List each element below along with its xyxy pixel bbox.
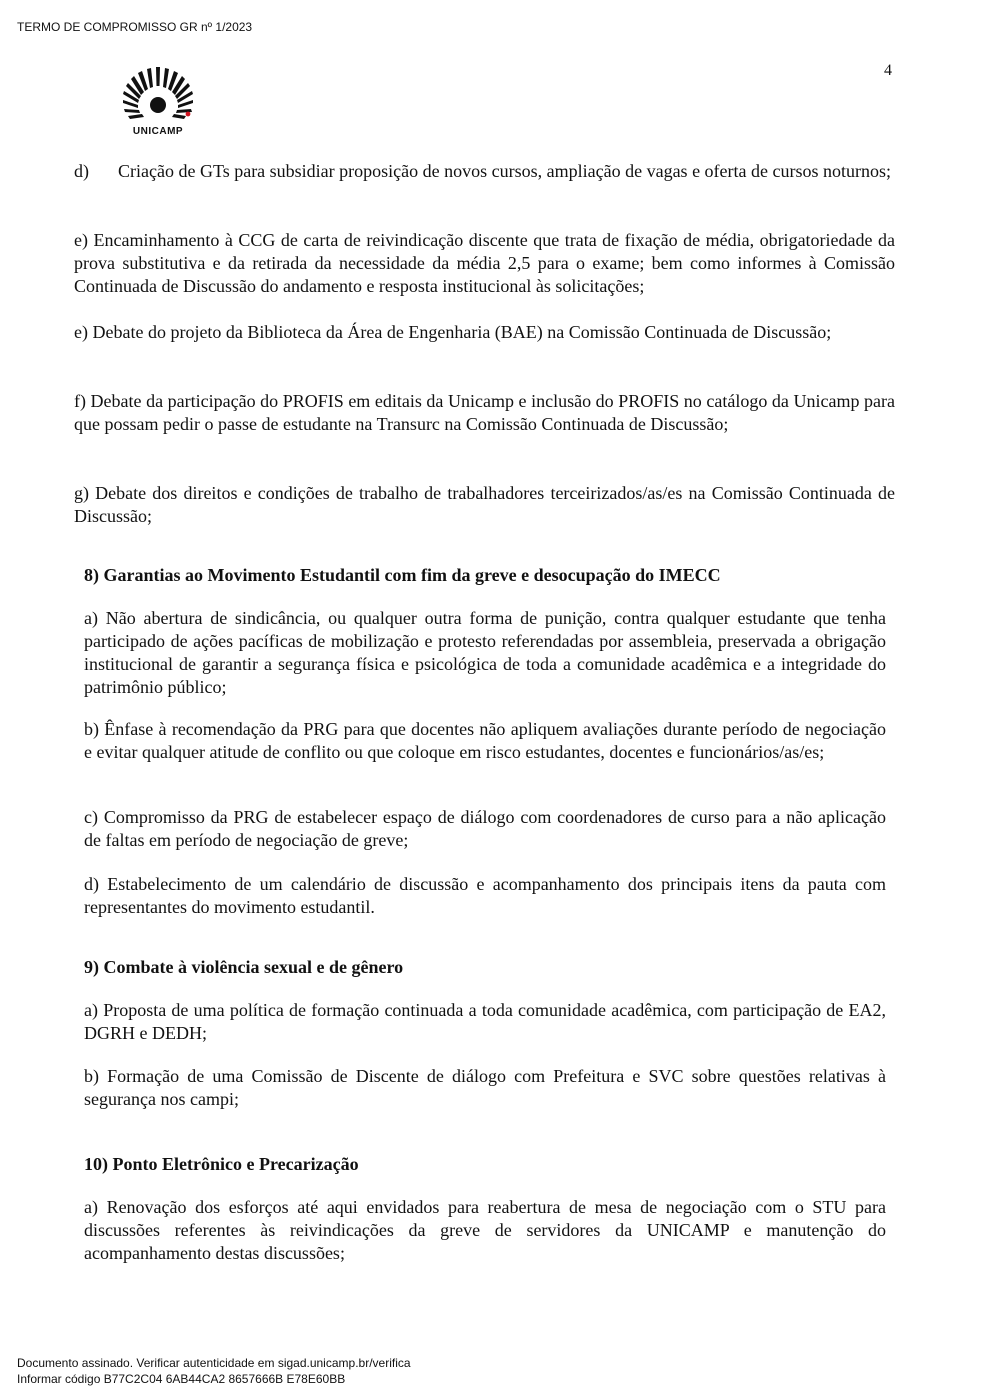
footer-code-line: Informar código B77C2C04 6AB44CA2 8657666B E78E60BB [17, 1372, 346, 1386]
section-8-item-a: a) Não abertura de sindicância, ou qualquer outra forma de punição, contra qualquer estudante que tenha participado de ações pacíficas de mobilização e protesto referendadas por assembleia, preservada a obrigação institucional de garantir a segurança física e psicológica de toda a comunidade acadêmica e a integridade do patrimônio público; [84, 608, 886, 697]
unicamp-logo [122, 66, 202, 140]
footer-verification-line: Documento assinado. Verificar autenticidade em sigad.unicamp.br/verifica [17, 1356, 411, 1370]
item-e-biblioteca-bae: e) Debate do projeto da Biblioteca da Área de Engenharia (BAE) na Comissão Continuada de Discussão; [74, 322, 832, 342]
section-8-item-b: b) Ênfase à recomendação da PRG para que docentes não apliquem avaliações durante período de negociação e evitar qualquer atitude de conflito ou que coloque em risco estudantes, docentes e funcionários/as/es; [84, 719, 886, 762]
section-9-heading: 9) Combate à violência sexual e de gênero [84, 957, 404, 977]
item-g-terceirizados: g) Debate dos direitos e condições de trabalho de trabalhadores terceirizados/as/es na Comissão Continuada de Discussão; [74, 483, 895, 526]
document-header-title: TERMO DE COMPROMISSO GR nº 1/2023 [17, 20, 253, 34]
section-10-heading: 10) Ponto Eletrônico e Precarização [84, 1154, 359, 1174]
signature-footer [17, 1355, 411, 1387]
page-number: 4 [884, 62, 892, 79]
item-f-profis: f) Debate da participação do PROFIS em editais da Unicamp e inclusão do PROFIS no catálogo da Unicamp para que possam pedir o passe de estudante na Transurc na Comissão Continuada de Discussão; [74, 391, 895, 434]
item-d-label: d) [74, 161, 89, 181]
section-8-item-c: c) Compromisso da PRG de estabelecer espaço de diálogo com coordenadores de curso para a não aplicação de faltas em período de negociação de greve; [84, 807, 886, 850]
section-8-item-d: d) Estabelecimento de um calendário de discussão e acompanhamento dos principais itens da pauta com representantes do movimento estudantil. [84, 874, 886, 917]
logo-text: UNICAMP [132, 126, 184, 137]
item-d-text: Criação de GTs para subsidiar proposição de novos cursos, ampliação de vagas e oferta de cursos noturnos; [118, 161, 892, 181]
unicamp-logo-icon [122, 66, 194, 124]
item-d-novos-cursos [74, 160, 894, 183]
section-8-heading: 8) Garantias ao Movimento Estudantil com fim da greve e desocupação do IMECC [84, 565, 721, 585]
item-e-carta-reivindicacao: e) Encaminhamento à CCG de carta de reivindicação discente que trata de fixação de média, obrigatoriedade da prova substitutiva e da retirada da necessidade da média 2,5 para o exame; bem como informes à Comissão Continuada de Discussão do andamento e resposta institucional às solicitações; [74, 230, 895, 296]
section-9-item-b: b) Formação de uma Comissão de Discente de diálogo com Prefeitura e SVC sobre questões relativas à segurança nos campi; [84, 1066, 886, 1109]
section-10-item-a: a) Renovação dos esforços até aqui envidados para reabertura de mesa de negociação com o STU para discussões referentes às reivindicações da greve de servidores da UNICAMP e manutenção do acompanhamento destas discussões; [84, 1197, 886, 1263]
section-9-item-a: a) Proposta de uma política de formação continuada a toda comunidade acadêmica, com participação de EA2, DGRH e DEDH; [84, 1000, 886, 1043]
